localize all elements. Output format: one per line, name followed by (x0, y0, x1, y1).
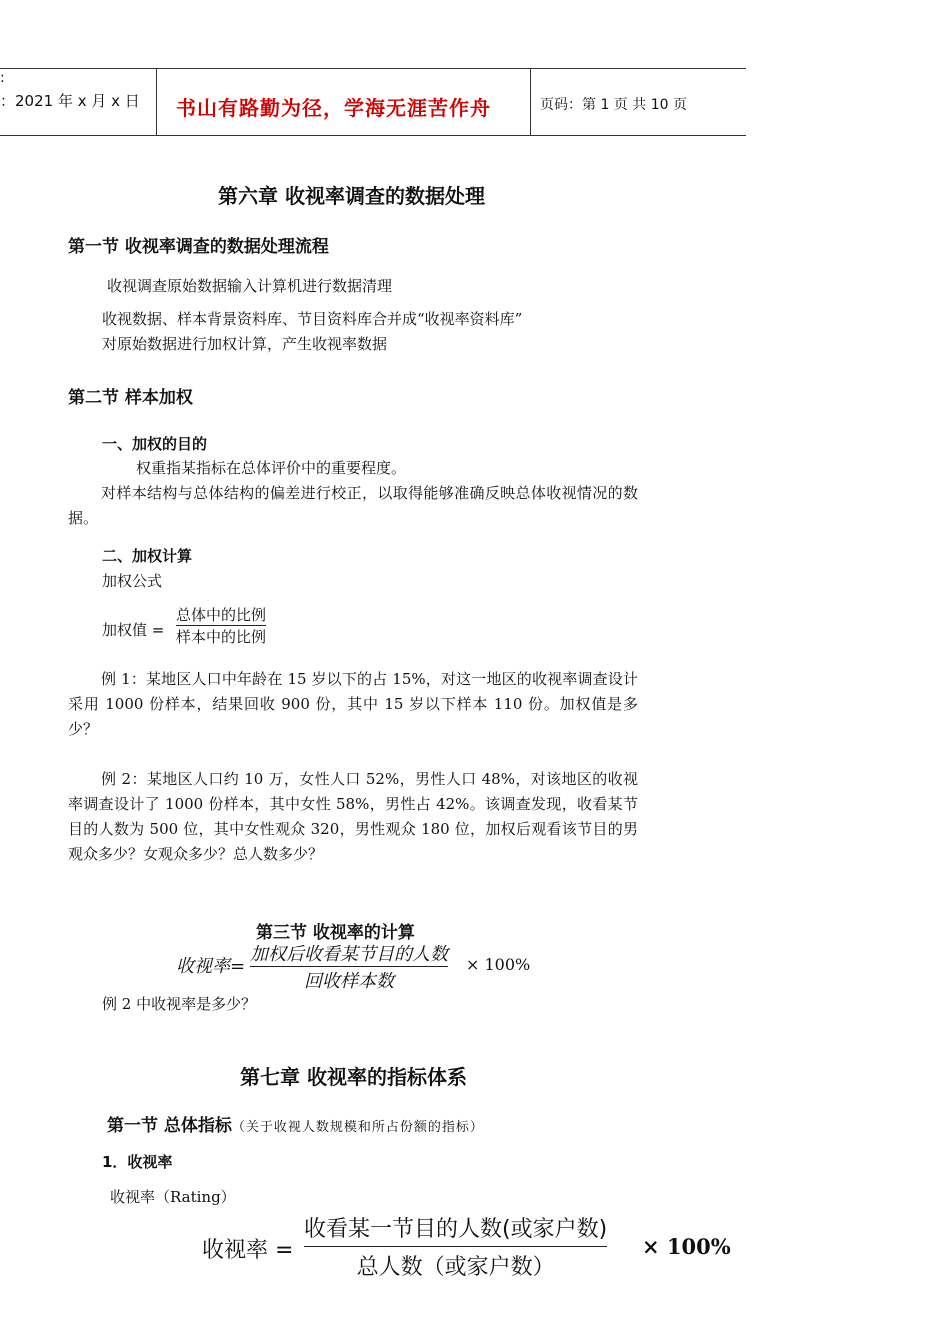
header-colon: : (0, 70, 5, 86)
text-line: 权重指某指标在总体评价中的重要程度。 (136, 459, 407, 477)
paragraph: 对样本结构与总体结构的偏差进行校正，以取得能够准确反映总体收视情况的数据。 (68, 484, 638, 527)
text-line: 收视数据、样本背景资料库、节目资料库合并成“收视率资料库” (102, 310, 523, 328)
formula-numerator: 加权后收看某节目的人数 (250, 944, 448, 965)
text-line: 例 2 中收视率是多少？ (102, 995, 257, 1013)
subsection-title: 二、加权计算 (102, 547, 193, 565)
section-title: 第一节 收视率调查的数据处理流程 (68, 237, 329, 257)
header-date: ：2021 年 x 月 x 日 (0, 92, 140, 110)
section-title: 第一节 总体指标 (107, 1116, 232, 1136)
chapter-title: 第六章 收视率调查的数据处理 (218, 184, 485, 208)
formula-lhs: 收视率 = (202, 1238, 294, 1263)
header-top-rule (0, 68, 746, 69)
item-title: 1．收视率 (102, 1153, 173, 1171)
formula-numerator: 总体中的比例 (176, 606, 267, 624)
header-page-info: 页码：第 1 页 共 10 页 (540, 97, 687, 113)
header-motto: 书山有路勤为径，学海无涯苦作舟 (176, 96, 491, 120)
formula-rhs: × 100% (466, 955, 531, 974)
formula-numerator: 收看某一节目的人数(或家户数) (304, 1217, 608, 1242)
section-note: （关于收视人数规模和所占份额的指标） (231, 1120, 484, 1135)
header-divider (530, 68, 531, 136)
formula-lhs: 收视率= (176, 956, 246, 977)
example-paragraph: 例 1：某地区人口中年龄在 15 岁以下的占 15%，对这一地区的收视率调查设计采用 1000 份样本，结果回收 900 份，其中 15 岁以下样本 110 份。加权值是多少？ (68, 670, 638, 738)
section-title: 第三节 收视率的计算 (256, 923, 415, 943)
text-line: 收视率（Rating） (110, 1188, 236, 1206)
formula-fraction (176, 604, 266, 647)
formula-denominator: 样本中的比例 (176, 628, 267, 646)
formula-fraction (250, 940, 448, 993)
text-line: 加权公式 (102, 572, 163, 590)
text-line: 对原始数据进行加权计算，产生收视率数据 (102, 335, 388, 353)
formula-denominator: 总人数（或家户数） (356, 1255, 555, 1280)
formula-denominator: 回收样本数 (304, 971, 394, 992)
header-divider (156, 68, 157, 136)
section-heading (107, 1111, 484, 1136)
formula-rhs: × 100% (642, 1234, 731, 1259)
subsection-title: 一、加权的目的 (102, 435, 208, 453)
text-line: 收视调查原始数据输入计算机进行数据清理 (107, 277, 393, 295)
section-title: 第二节 样本加权 (68, 388, 193, 408)
formula-fraction (304, 1212, 607, 1281)
header-bottom-rule (0, 135, 746, 136)
formula-lhs: 加权值 = (102, 621, 165, 639)
example-paragraph: 例 2：某地区人口约 10 万，女性人口 52%，男性人口 48%，对该地区的收视率调查设计了 1000 份样本，其中女性 58%，男性占 42%。该调查发现，收看某节目的人数为 500 位，其中女性观众 320，男性观众 180 位，加权后观看该节目的男观众多少？女观众多少？总人数多少？ (68, 770, 638, 863)
chapter-title: 第七章 收视率的指标体系 (240, 1065, 467, 1089)
